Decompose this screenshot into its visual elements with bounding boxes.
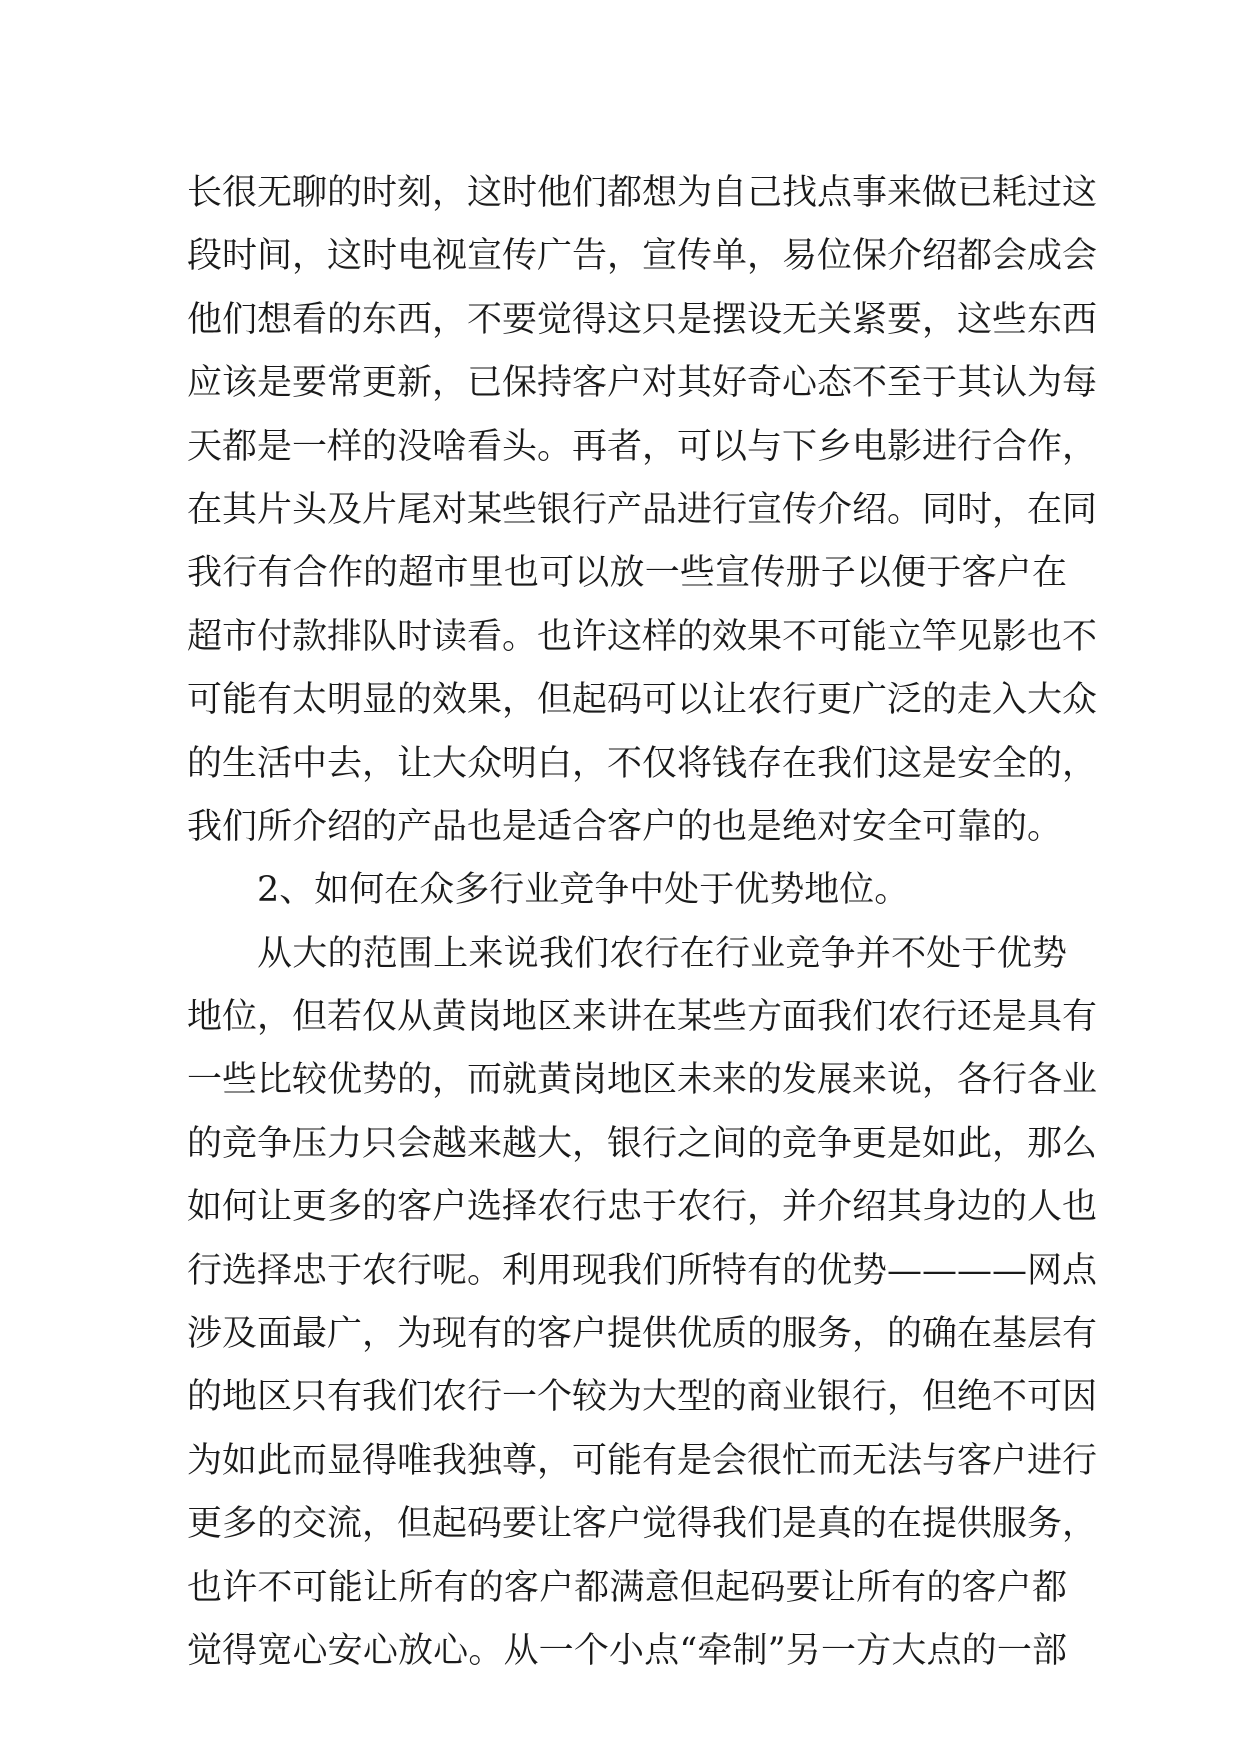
text-line: 从大的范围上来说我们农行在行业竞争并不处于优势 bbox=[257, 933, 1067, 974]
text-line: 他们想看的东西，不要觉得这只是摆设无关紧要，这些东西 bbox=[187, 299, 1098, 340]
body-text bbox=[187, 162, 1098, 1683]
text-line: 可能有太明显的效果，但起码可以让农行更广泛的走入大众 bbox=[187, 680, 1098, 721]
text-line: 超市付款排队时读看。也许这样的效果不可能立竿见影也不 bbox=[187, 616, 1098, 657]
text-line: 如何让更多的客户选择农行忠于农行，并介绍其身边的人也 bbox=[187, 1187, 1098, 1228]
text-line: 天都是一样的没啥看头。再者，可以与下乡电影进行合作， bbox=[187, 426, 1098, 467]
text-line: 应该是要常更新，已保持客户对其好奇心态不至于其认为每 bbox=[187, 363, 1098, 404]
text-line: 为如此而显得唯我独尊，可能有是会很忙而无法与客户进行 bbox=[187, 1440, 1098, 1481]
text-line: 一些比较优势的，而就黄岗地区未来的发展来说，各行各业 bbox=[187, 1060, 1098, 1101]
text-line: 的地区只有我们农行一个较为大型的商业银行，但绝不可因 bbox=[187, 1377, 1098, 1418]
text-line: 段时间，这时电视宣传广告，宣传单，易位保介绍都会成会 bbox=[187, 236, 1098, 277]
text-line: 觉得宽心安心放心。从一个小点“牵制”另一方大点的一部 bbox=[187, 1630, 1067, 1671]
text-line: 在其片头及片尾对某些银行产品进行宣传介绍。同时，在同 bbox=[187, 489, 1098, 530]
text-line: 的生活中去，让大众明白，不仅将钱存在我们这是安全的， bbox=[187, 743, 1098, 784]
text-line: 更多的交流，但起码要让客户觉得我们是真的在提供服务， bbox=[187, 1504, 1098, 1545]
text-line: 地位，但若仅从黄岗地区来讲在某些方面我们农行还是具有 bbox=[187, 997, 1098, 1038]
text-line: 我行有合作的超市里也可以放一些宣传册子以便于客户在 bbox=[187, 553, 1067, 594]
text-line: 涉及面最广，为现有的客户提供优质的服务，的确在基层有 bbox=[187, 1314, 1098, 1355]
section-heading: 2、如何在众多行业竞争中处于优势地位。 bbox=[257, 870, 910, 911]
text-line: 的竞争压力只会越来越大，银行之间的竞争更是如此，那么 bbox=[187, 1123, 1098, 1164]
text-line: 也许不可能让所有的客户都满意但起码要让所有的客户都 bbox=[187, 1567, 1067, 1608]
text-line: 我们所介绍的产品也是适合客户的也是绝对安全可靠的。 bbox=[187, 806, 1063, 847]
text-line: 长很无聊的时刻，这时他们都想为自己找点事来做已耗过这 bbox=[187, 173, 1098, 213]
text-line: 行选择忠于农行呢。利用现我们所特有的优势————网点 bbox=[187, 1250, 1098, 1291]
